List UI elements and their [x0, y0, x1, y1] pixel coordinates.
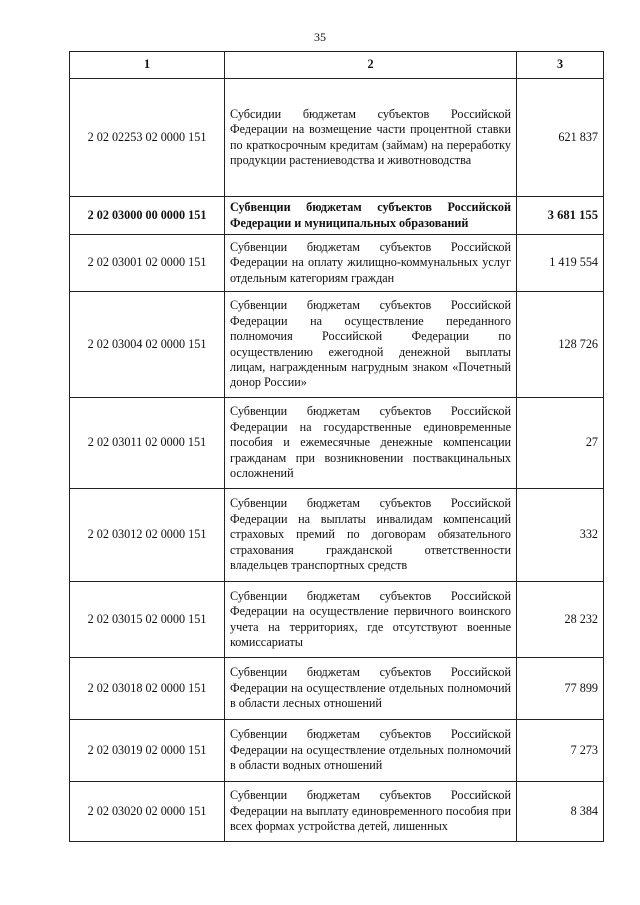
description-cell: Субвенции бюджетам субъектов Российской Федерации и муниципальных образований [225, 197, 517, 235]
table-row [70, 582, 604, 658]
table-row [70, 658, 604, 720]
page-number: 35 [314, 30, 326, 44]
table-row [70, 489, 604, 582]
budget-revenue-table [69, 51, 604, 842]
budget-code-cell: 2 02 03004 02 0000 151 [70, 292, 225, 398]
table-row [70, 235, 604, 292]
amount-cell: 1 419 554 [517, 235, 604, 292]
description-cell: Субвенции бюджетам субъектов Российской Федерации на выплаты инвалидам компенсаций страховых премий по договорам обязательного страхования гражданской ответственности владельцев транспортных средств [225, 489, 517, 582]
table-row [70, 782, 604, 842]
description-cell: Субвенции бюджетам субъектов Российской Федерации на выплату единовременного пособия при всех формах устройства детей, лишенных [225, 782, 517, 842]
amount-cell: 621 837 [517, 79, 604, 197]
table-row [70, 398, 604, 489]
description-cell: Субвенции бюджетам субъектов Российской Федерации на осуществление отдельных полномочий в области лесных отношений [225, 658, 517, 720]
budget-code-cell: 2 02 02253 02 0000 151 [70, 79, 225, 197]
table-row [70, 197, 604, 235]
budget-code-cell: 2 02 03011 02 0000 151 [70, 398, 225, 489]
budget-code-cell: 2 02 03000 00 0000 151 [70, 197, 225, 235]
amount-cell: 332 [517, 489, 604, 582]
header-description-column: 2 [225, 52, 517, 79]
budget-code-cell: 2 02 03015 02 0000 151 [70, 582, 225, 658]
table-row [70, 79, 604, 197]
amount-cell: 7 273 [517, 720, 604, 782]
amount-cell: 77 899 [517, 658, 604, 720]
budget-code-cell: 2 02 03018 02 0000 151 [70, 658, 225, 720]
table-header-row [70, 52, 604, 79]
description-cell: Субвенции бюджетам субъектов Российской Федерации на осуществление переданного полномочия Российской Федерации по осуществлению ежегодной денежной выплаты лицам, награжденным нагрудным знаком «Почетный донор России» [225, 292, 517, 398]
amount-cell: 3 681 155 [517, 197, 604, 235]
description-cell: Субвенции бюджетам субъектов Российской Федерации на государственные единовременные пособия и ежемесячные денежные компенсации гражданам при возникновении поствакцинальных осложнений [225, 398, 517, 489]
budget-code-cell: 2 02 03020 02 0000 151 [70, 782, 225, 842]
amount-cell: 28 232 [517, 582, 604, 658]
amount-cell: 128 726 [517, 292, 604, 398]
budget-code-cell: 2 02 03001 02 0000 151 [70, 235, 225, 292]
description-cell: Субвенции бюджетам субъектов Российской Федерации на осуществление отдельных полномочий в области водных отношений [225, 720, 517, 782]
table-row [70, 292, 604, 398]
budget-code-cell: 2 02 03019 02 0000 151 [70, 720, 225, 782]
description-cell: Субсидии бюджетам субъектов Российской Федерации на возмещение части процентной ставки по краткосрочным кредитам (займам) на переработку продукции растениеводства и животноводства [225, 79, 517, 197]
description-cell: Субвенции бюджетам субъектов Российской Федерации на оплату жилищно-коммунальных услуг отдельным категориям граждан [225, 235, 517, 292]
header-amount-column: 3 [517, 52, 604, 79]
amount-cell: 8 384 [517, 782, 604, 842]
table-row [70, 720, 604, 782]
budget-code-cell: 2 02 03012 02 0000 151 [70, 489, 225, 582]
description-cell: Субвенции бюджетам субъектов Российской Федерации на осуществление первичного воинского учета на территориях, где отсутствуют военные комиссариаты [225, 582, 517, 658]
header-code-column: 1 [70, 52, 225, 79]
amount-cell: 27 [517, 398, 604, 489]
